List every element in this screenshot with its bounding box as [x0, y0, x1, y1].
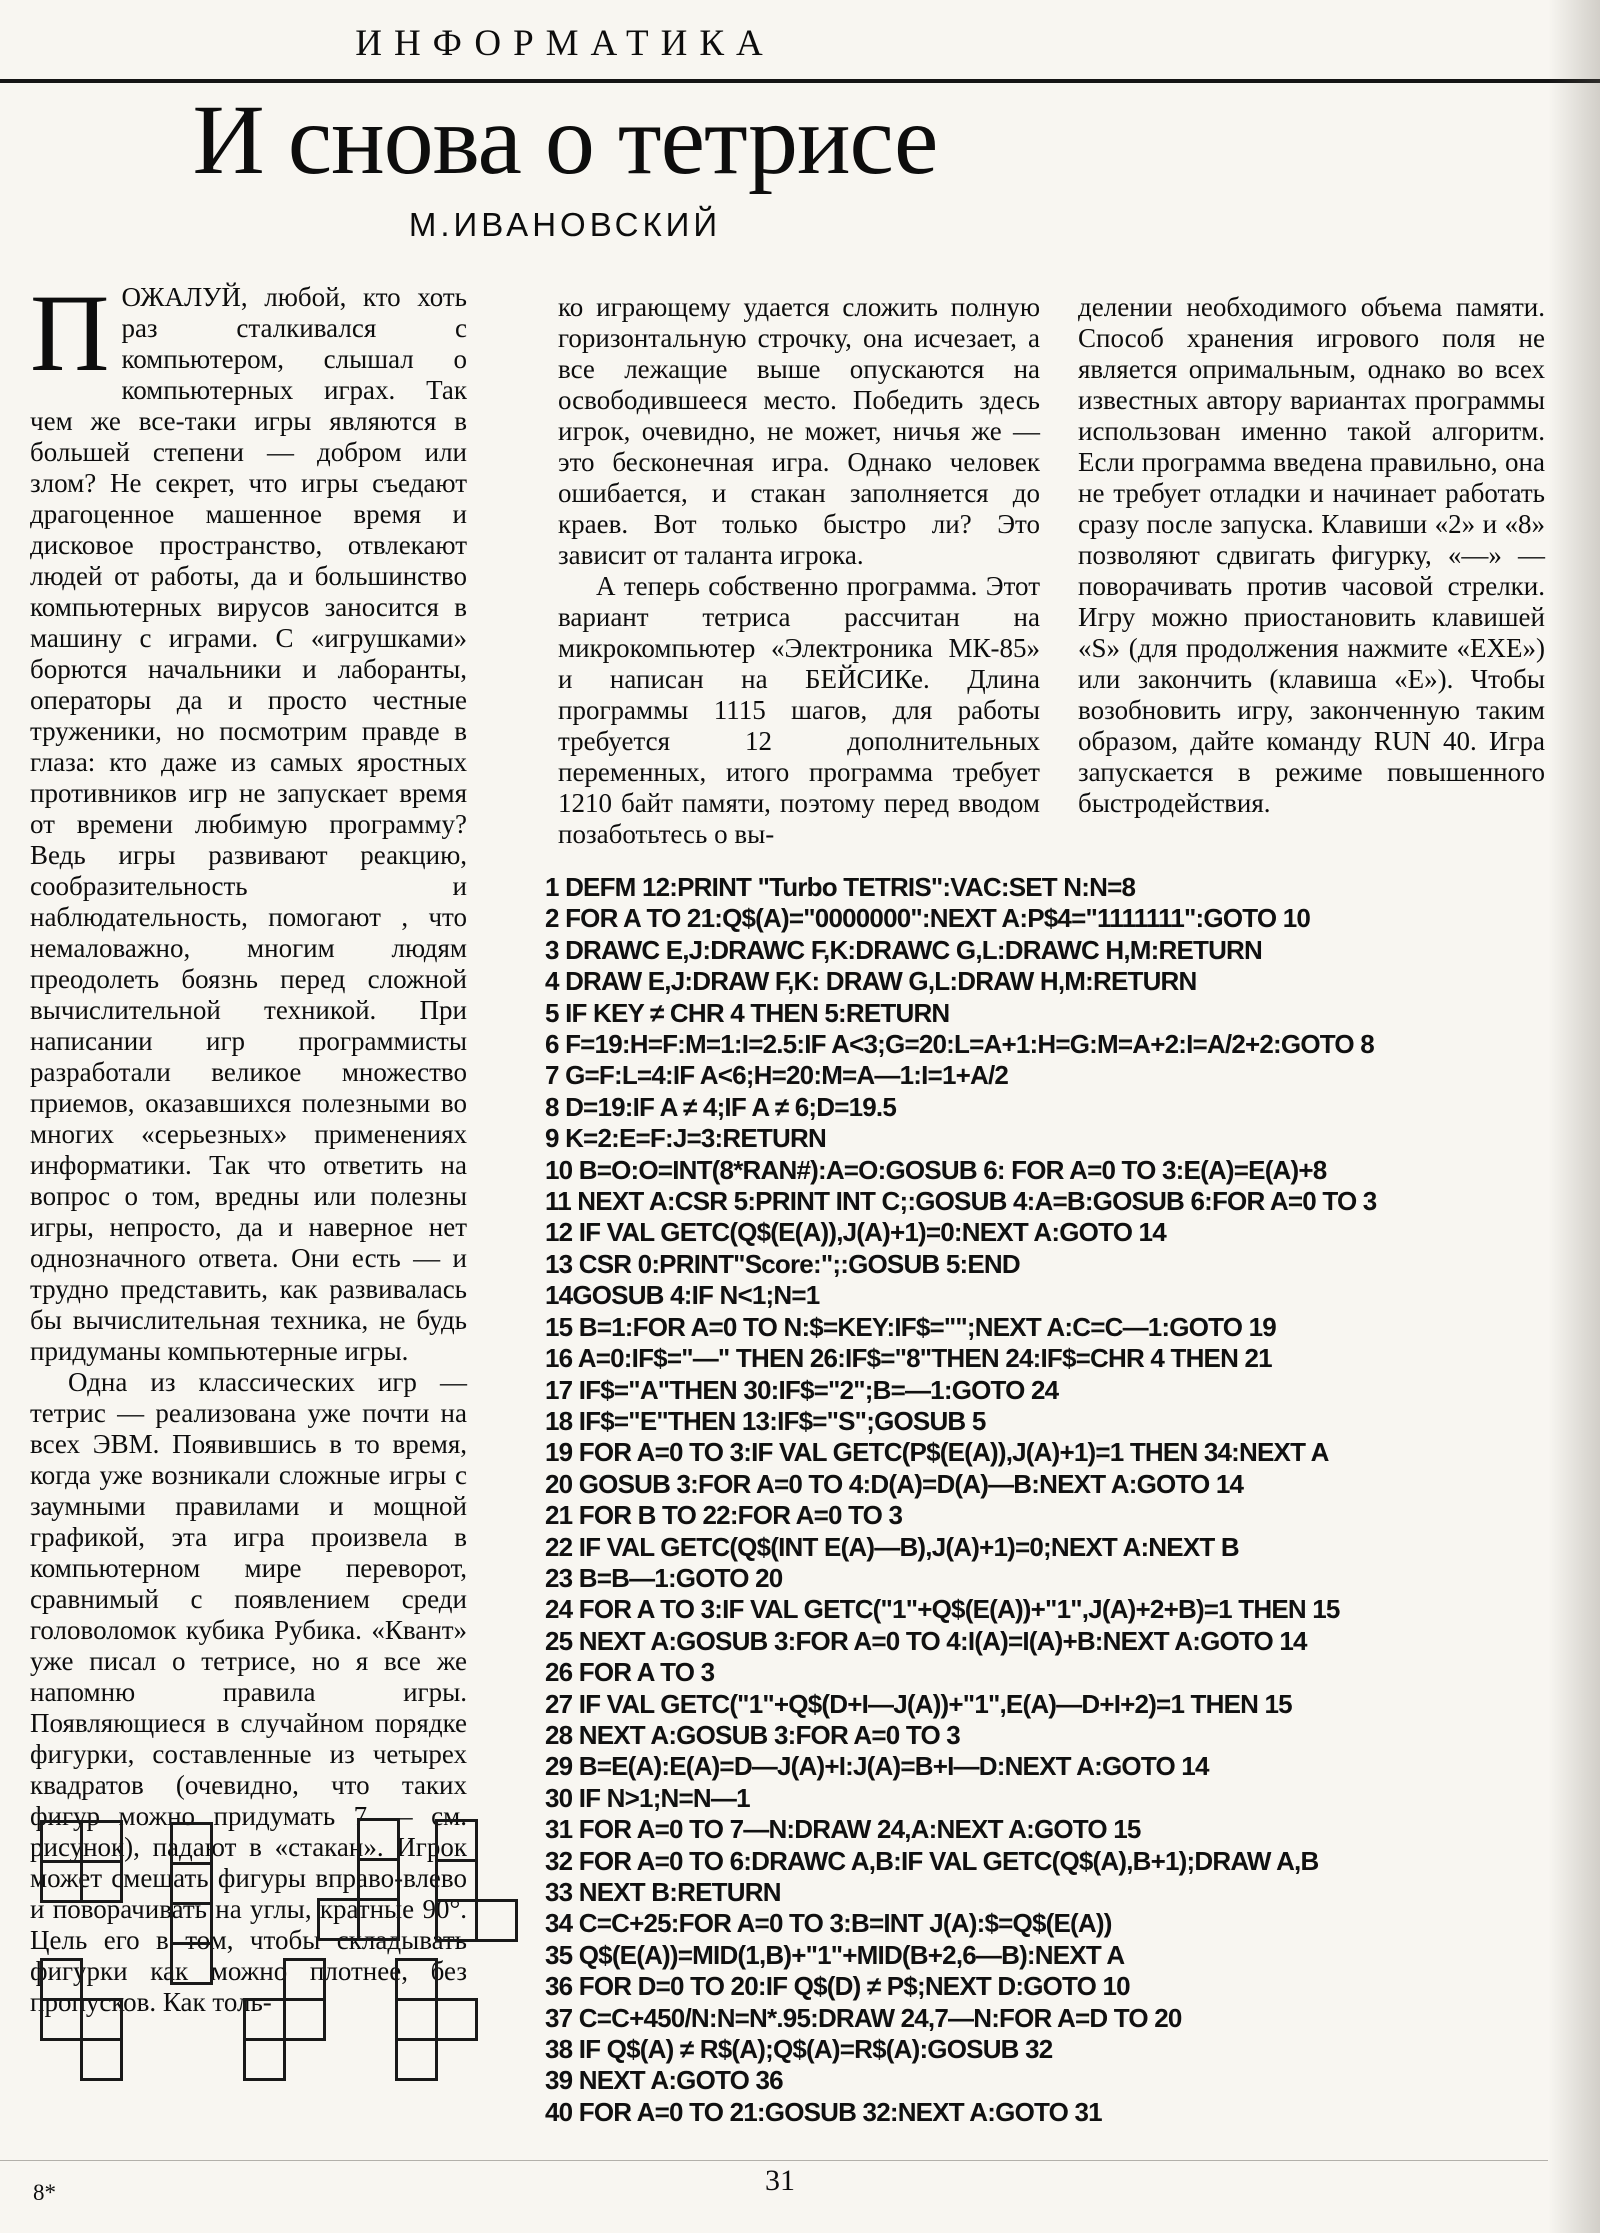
code-line: 34 C=C+25:FOR A=0 TO 3:B=INT J(A):$=Q$(E(A)): [545, 1908, 1112, 1939]
code-line: 38 IF Q$(A) ≠ R$(A);Q$(A)=R$(A):GOSUB 32: [545, 2034, 1053, 2065]
tetromino-cell: [357, 1818, 400, 1861]
scan-edge-shadow: [1548, 0, 1600, 2233]
code-line: 40 FOR A=0 TO 21:GOSUB 32:NEXT A:GOTO 31: [545, 2096, 1102, 2127]
code-line: 12 IF VAL GETC(Q$(E(A)),J(A)+1)=0:NEXT A:GOTO 14: [545, 1217, 1166, 1248]
printer-signature-mark: 8*: [33, 2180, 56, 2205]
tetromino-cell: [170, 1942, 213, 1985]
code-line: 24 FOR A TO 3:IF VAL GETC("1"+Q$(E(A))+"1",J(A)+2+B)=1 THEN 15: [545, 1594, 1340, 1625]
code-line: 7 G=F:L=4:IF A<6;H=20:M=A—1:I=1+A/2: [545, 1060, 1009, 1091]
tetromino-cell: [170, 1902, 213, 1945]
code-line: 8 D=19:IF A ≠ 4;IF A ≠ 6;D=19.5: [545, 1091, 897, 1122]
footer-rule: [0, 2160, 1548, 2161]
code-line: 16 A=0:IF$="—" THEN 26:IF$="8"THEN 24:IF$=CHR 4 THEN 21: [545, 1343, 1272, 1374]
tetromino-cell: [435, 1998, 478, 2041]
code-line: 20 GOSUB 3:FOR A=0 TO 4:D(A)=D(A)—B:NEXT A:GOTO 14: [545, 1468, 1244, 1499]
paragraph-lead-text: ОЖАЛУЙ, любой, кто хоть раз сталкивался с компьютером, слышал о компьютерных играх. Так чем же все-таки игры являются в большей степени — добром или злом? Не секрет, что игры съедают драгоценное машенное время и дисковое пространство, отвлекают людей от работы, да и большинство компьютерных вирусов заносится в машину с играми. С «игрушками» борются начальники и лаборанты, операторы да и просто честные труженики, но посмотрим правде в глаза: кто даже из самых яростных противников игр не запускает время от времени любимую программу? Ведь игры развивают реакцию, сообразительность и наблюдательность, помогают , что немаловажно, многим людям преодолеть боязнь перед сложной вычислительной техникой. При написании игр программисты разработали великое множество приемов, оказавшихся полезными во многих «серьезных» применениях информатики. Так что ответить на вопрос о том, вредны или полезны игры, непросто, да и наверное нет однозначного ответа. Они есть — и трудно представить, как развивалась бы вычислительная техника, не будь придуманы компьютерные игры.: [30, 282, 467, 1366]
tetromino-cell: [80, 1820, 123, 1863]
code-line: 11 NEXT A:CSR 5:PRINT INT C;:GOSUB 4:A=B:GOSUB 6:FOR A=0 TO 3: [545, 1186, 1377, 1217]
tetromino-cell: [395, 2038, 438, 2081]
code-line: 39 NEXT A:GOTO 36: [545, 2065, 783, 2096]
code-line: 29 B=E(A):E(A)=D—J(A)+I:J(A)=B+I—D:NEXT A:GOTO 14: [545, 1751, 1209, 1782]
tetromino-cell: [80, 1998, 123, 2041]
code-line: 9 K=2:E=F:J=3:RETURN: [545, 1123, 826, 1154]
tetromino-cell: [40, 1820, 83, 1863]
drop-cap: П: [30, 272, 110, 394]
code-line: 17 IF$="A"THEN 30:IF$="2";B=—1:GOTO 24: [545, 1374, 1059, 1405]
code-line: 5 IF KEY ≠ CHR 4 THEN 5:RETURN: [545, 997, 950, 1028]
tetromino-cell: [170, 1862, 213, 1905]
tetromino-cell: [317, 1898, 360, 1941]
tetromino-cell: [40, 1860, 83, 1903]
code-line: 28 NEXT A:GOSUB 3:FOR A=0 TO 3: [545, 1719, 960, 1750]
code-line: 1 DEFM 12:PRINT "Turbo TETRIS":VAC:SET N:N=8: [545, 872, 1136, 902]
code-line: 37 C=C+450/N:N=N*.95:DRAW 24,7—N:FOR A=D TO 20: [545, 2002, 1182, 2033]
tetromino-cell: [435, 1899, 478, 1942]
section-rubric: ИНФОРМАТИКА: [355, 23, 775, 64]
code-line: 19 FOR A=0 TO 3:IF VAL GETC(P$(E(A)),J(A)+1)=1 THEN 34:NEXT A: [545, 1437, 1329, 1468]
code-line: 10 B=O:O=INT(8*RAN#):A=O:GOSUB 6: FOR A=0 TO 3:E(A)=E(A)+8: [545, 1154, 1327, 1185]
tetromino-cell: [435, 1859, 478, 1902]
tetromino-cell: [357, 1898, 400, 1941]
code-line: 32 FOR A=0 TO 6:DRAWC A,B:IF VAL GETC(Q$(A),B+1);DRAW A,B: [545, 1845, 1319, 1876]
code-line: 33 NEXT B:RETURN: [545, 1877, 781, 1907]
paragraph-program-intro: А теперь собственно программа. Этот вариант тетриса рассчитан на микрокомпьютер «Электроника МК-85» и написан на БЕЙСИКе. Длина программы 1115 шагов, для работы требуется 12 дополнительных переменных, итого программа требует 1210 байт памяти, поэтому перед вводом позаботьтесь о вы-: [558, 571, 1040, 849]
code-line: 18 IF$="E"THEN 13:IF$="S";GOSUB 5: [545, 1405, 986, 1436]
tetromino-cell: [80, 1860, 123, 1903]
code-line: 23 B=B—1:GOTO 20: [545, 1562, 783, 1593]
code-line: 26 FOR A TO 3: [545, 1657, 715, 1688]
tetromino-cell: [283, 1958, 326, 2001]
tetromino-cell: [395, 1998, 438, 2041]
tetromino-cell: [435, 1819, 478, 1862]
code-line: 27 IF VAL GETC("1"+Q$(D+I—J(A))+"1",E(A)—D+I+2)=1 THEN 15: [545, 1688, 1292, 1719]
tetromino-cell: [80, 2038, 123, 2081]
tetromino-cell: [40, 1998, 83, 2041]
paragraph-gameplay: ко играющему удается сложить полную горизонтальную строчку, она исчезает, а все лежащие выше опускаются на освободившееся место. Победить здесь игрок, очевидно, не может, ничья же — это бесконечная игра. Однако человек ошибается, и стакан заполняется до краев. Вот только быстро ли? Это зависит от таланта игрока.: [558, 292, 1040, 570]
page-number: 31: [765, 2164, 795, 2197]
code-line: 21 FOR B TO 22:FOR A=0 TO 3: [545, 1500, 903, 1531]
code-line: 31 FOR A=0 TO 7—N:DRAW 24,A:NEXT A:GOTO 15: [545, 1814, 1141, 1845]
code-line: 36 FOR D=0 TO 20:IF Q$(D) ≠ P$;NEXT D:GOTO 10: [545, 1971, 1130, 2002]
code-line: 30 IF N>1;N=N—1: [545, 1782, 750, 1813]
tetromino-cell: [243, 1998, 286, 2041]
code-line: 4 DRAW E,J:DRAW F,K: DRAW G,L:DRAW H,M:RETURN: [545, 966, 1197, 997]
code-line: 22 IF VAL GETC(Q$(INT E(A)—B),J(A)+1)=0;NEXT A:NEXT B: [545, 1531, 1239, 1562]
code-line: 2 FOR A TO 21:Q$(A)="0000000":NEXT A:P$4="1111111":GOTO 10: [545, 903, 1311, 934]
tetromino-cell: [475, 1899, 518, 1942]
code-line: 3 DRAWC E,J:DRAWC F,K:DRAWC G,L:DRAWC H,M:RETURN: [545, 934, 1262, 965]
tetromino-cell: [40, 1958, 83, 2001]
paragraph-rules: Одна из классических игр — тетрис — реализована уже почти на всех ЭВМ. Появившись в то время, когда уже возникали сложные игры с заумными правилами и мощной графикой, эта игра произвела в компьютерном мире переворот, сравнимый с появлением среди головоломок кубика Рубика. «Квант» уже писал о тетрисе, но я все же напомню правила игры. Появляющиеся в случайном порядке фигурки, составленные из четырех квадратов (очевидно, что таких фигур можно придумать 7 — см. рисунок), падают в «стакан». Игрок может смещать фигуры вправо-влево и поворачивать на углы, кратные 90°. Цель его в том, чтобы складывать фигурки как можно плотнее, без пропусков. Как толь-: [30, 1367, 467, 2017]
code-line: 14GOSUB 4:IF N<1;N=1: [545, 1280, 820, 1311]
tetromino-cell: [395, 1958, 438, 2001]
code-line: 13 CSR 0:PRINT"Score:";:GOSUB 5:END: [545, 1248, 1020, 1279]
tetromino-cell: [170, 1822, 213, 1865]
code-line: 6 F=19:H=F:M=1:I=2.5:IF A<3;G=20:L=A+1:H=G:M=A+2:I=A/2+2:GOTO 8: [545, 1029, 1374, 1060]
tetromino-cell: [243, 2038, 286, 2081]
tetromino-cell: [357, 1858, 400, 1901]
article-author: М.ИВАНОВСКИЙ: [408, 206, 722, 243]
code-line: 25 NEXT A:GOSUB 3:FOR A=0 TO 4:I(A)=I(A)+B:NEXT A:GOTO 14: [545, 1625, 1307, 1656]
article-title: И снова о тетрисе: [192, 84, 938, 195]
code-line: 15 B=1:FOR A=0 TO N:$=KEY:IF$="";NEXT A:C=C—1:GOTO 19: [545, 1311, 1276, 1342]
code-line: 35 Q$(E(A))=MID(1,B)+"1"+MID(B+2,6—B):NEXT A: [545, 1939, 1125, 1970]
tetromino-cell: [283, 1998, 326, 2041]
paragraph-memory-keys: делении необходимого объема памяти. Способ хранения игрового поля не является опримальным, однако во всех известных автору вариантах программы использован именно такой алгоритм. Если программа введена правильно, она не требует отладки и начинает работать сразу после запуска. Клавиши «2» и «8» позволяют сдвигать фигурку, «—» — поворачивать против часовой стрелки. Игру можно приостановить клавишей «S» (для продолжения нажмите «EXE») или закончить (клавиша «E»). Чтобы возобновить игру, законченную таким образом, дайте команду RUN 40. Игра запускается в режиме повышенного быстродействия.: [1078, 292, 1545, 818]
